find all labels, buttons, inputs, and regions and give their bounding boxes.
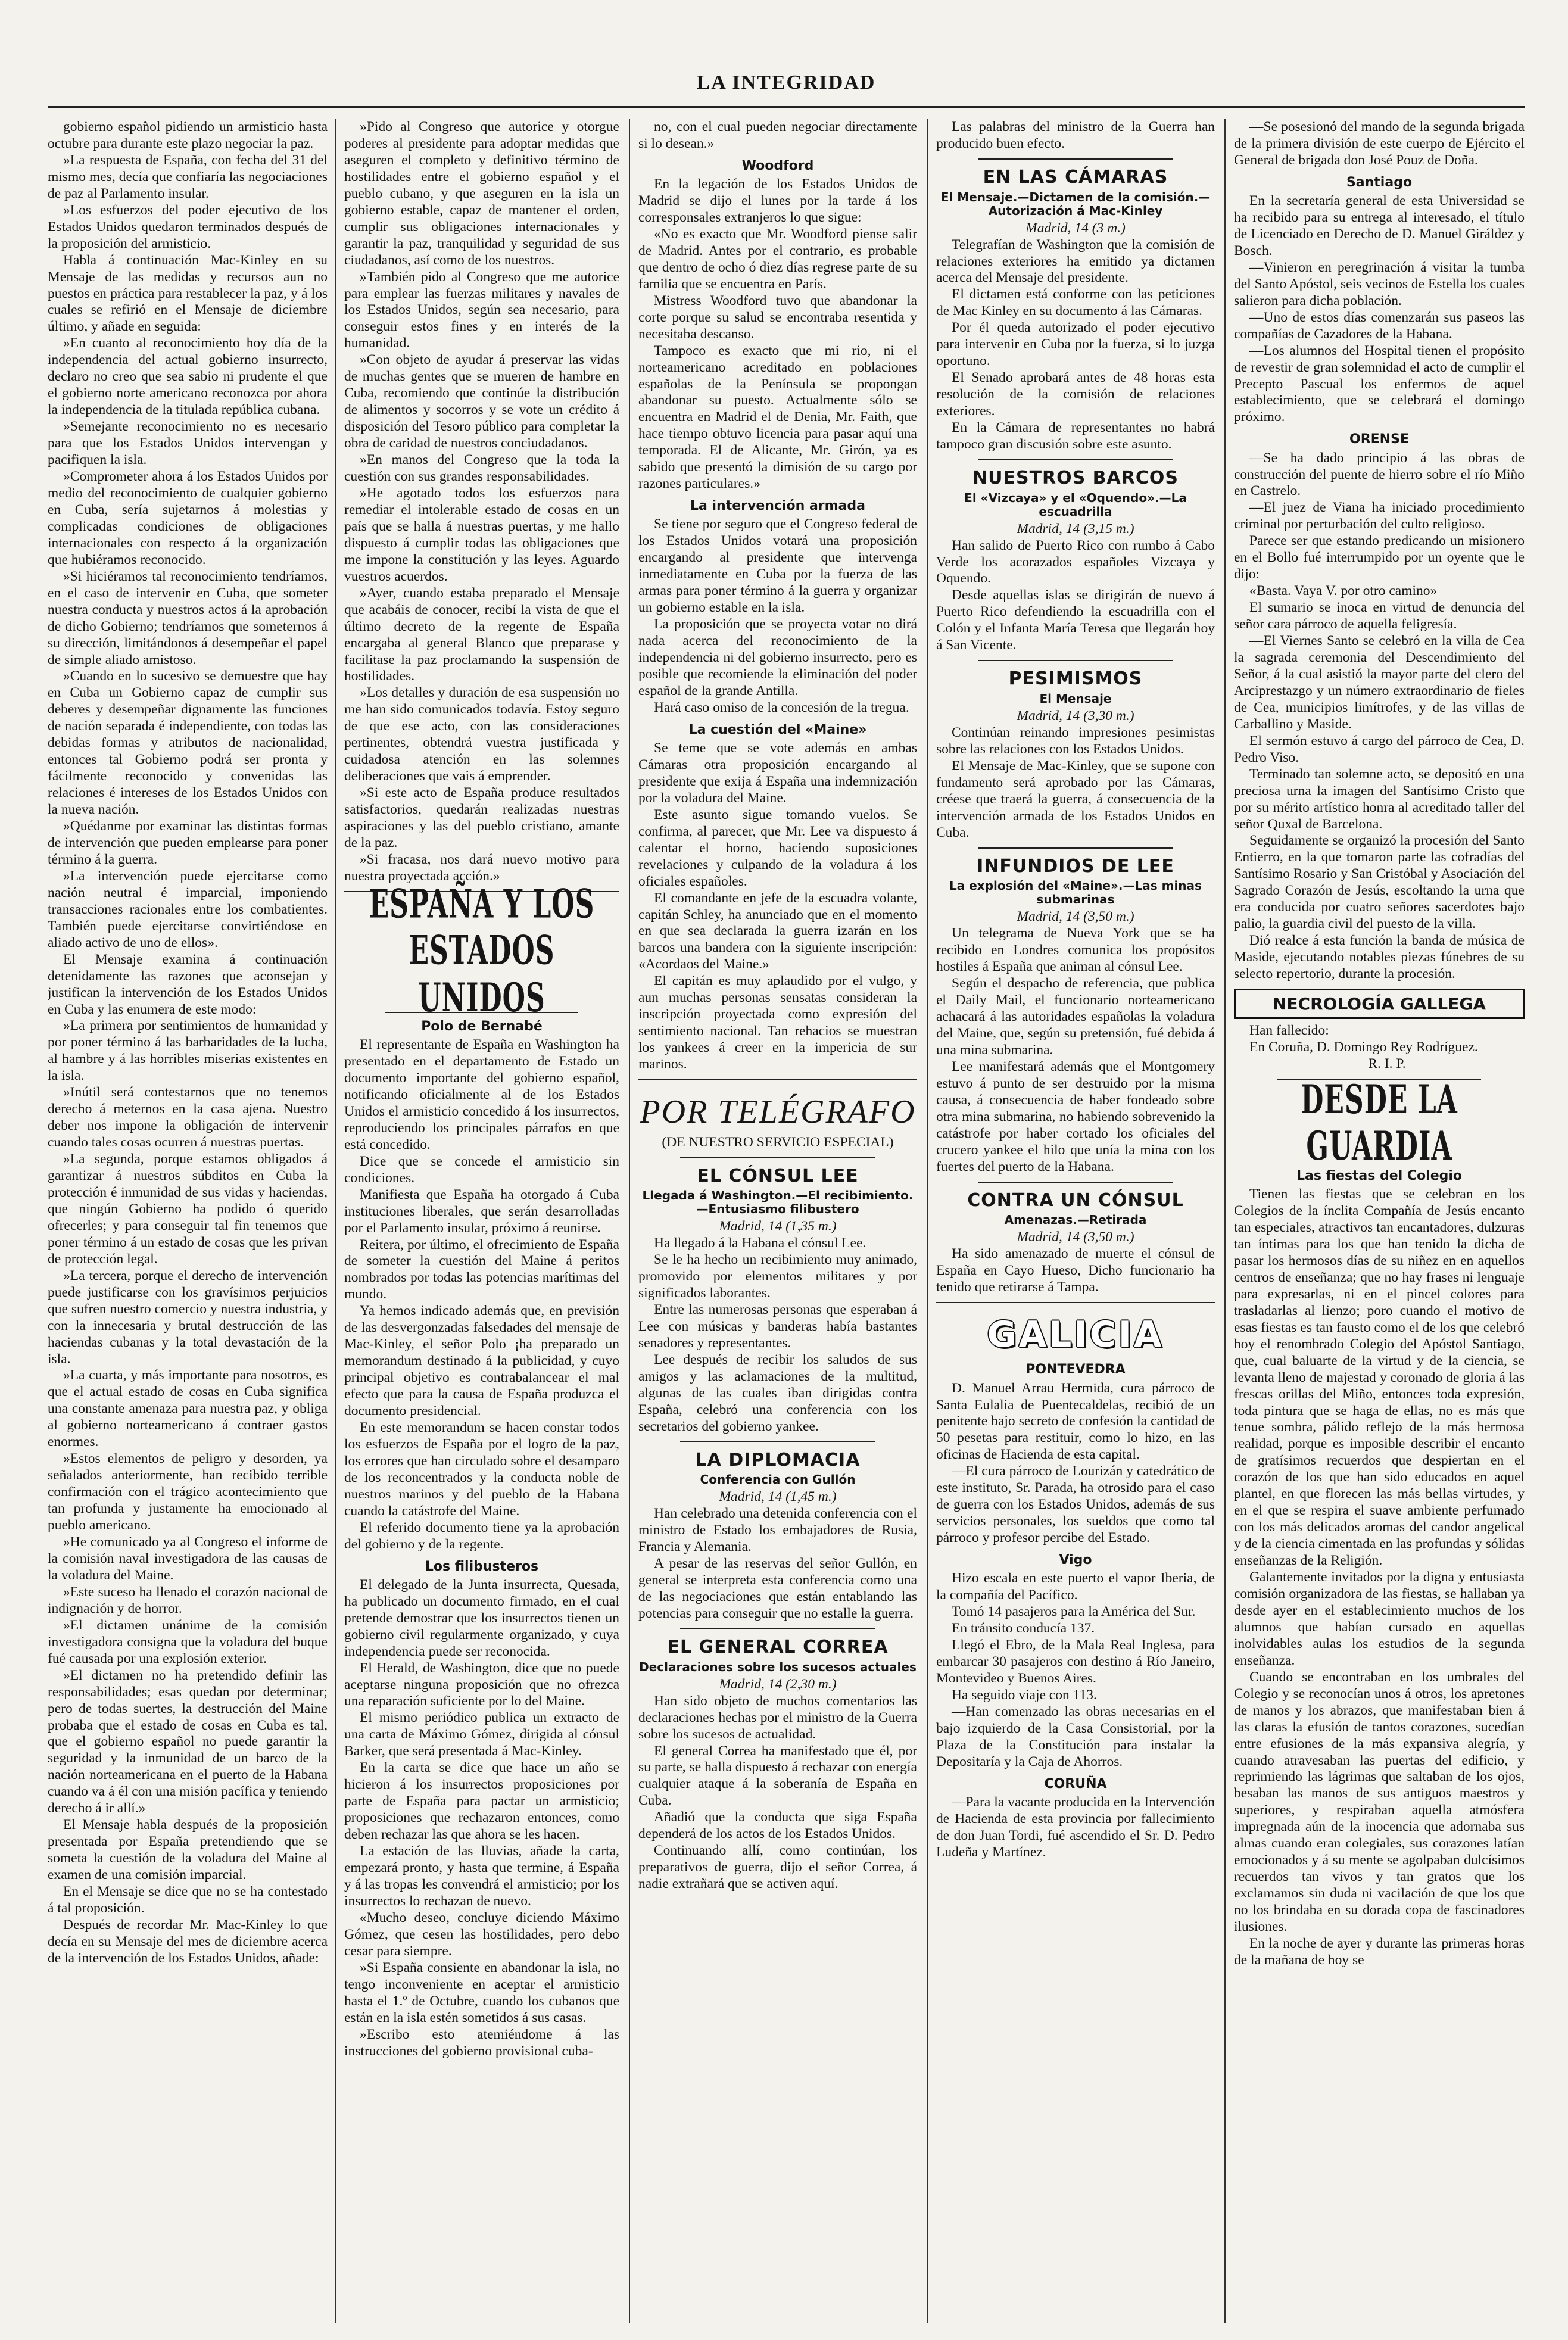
necrologia-intro: Han fallecido: [1249, 1023, 1329, 1039]
paragraph: Habla á continuación Mac-Kinley en su Mensaje de las medidas y recursos aun no puestos en práctica para restablecer la paz, y á los cuales se refirió en el Mensaje de diciembre último, y añade en seguida: [48, 252, 328, 335]
paragraph: »Los detalles y duración de esa suspensión no me han sido comunicados todavía. Estoy seguro de que ese acto, con las consideraciones pertinentes, obtendrá vuestra justificada y cuidadosa atención en las solemnes deliberaciones que vais á emprender. [344, 685, 619, 784]
paragraph: »El dictamen no ha pretendido definir las responsabilidades; esas quedan por determinar; pero de todas suertes, la destrucción del Maine probaba que el estado de cosas en Cuba es tal, que el gobierno español no puede garantir la seguridad y la inmunidad de un barco de la nación norteamericana en el puerto de la Habana cuando va á él con una misión pacífica y teniendo derecho á ir allí.» [48, 1667, 328, 1816]
section-divider [978, 660, 1173, 661]
subhead-filibusteros: Los filibusteros [425, 1559, 539, 1574]
paragraph: Llegó el Ebro, de la Mala Real Inglesa, para embarcar 30 pasajeros con destino á Río Janeiro, Montevideo y Buenos Aires. [936, 1637, 1215, 1686]
consul2-subhead: Amenazas.—Retirada [1004, 1213, 1147, 1227]
heading-general-correa: EL GENERAL CORREA [667, 1637, 889, 1657]
column-divider [335, 119, 336, 2323]
column-5 [1234, 119, 1525, 2323]
heading-contra-un-consul: CONTRA UN CÓNSUL [967, 1189, 1184, 1211]
rip-line: R. I. P. [1368, 1056, 1406, 1072]
section-divider [680, 1441, 875, 1442]
subhead-vigo: Vigo [1059, 1553, 1092, 1568]
paragraph: Continuando allí, como continúan, los preparativos de guerra, dijo el señor Correa, á nadie extrañará que se activen aquí. [638, 1843, 917, 1892]
paragraph: »He comunicado ya al Congreso el informe de la comisión naval investigadora de las causas de la voladura del Maine. [48, 1534, 328, 1583]
diplomacia-dateline: Madrid, 14 (1,45 m.) [719, 1489, 837, 1505]
paragraph: En la carta se dice que hace un año se hicieron á los insurrectos proposiciones por parte de España para pactar un armisticio; proposiciones que rechazaron entonces, como deben rechazar las que ahora se les hacen. [344, 1760, 619, 1843]
paragraph: La proposición que se proyecta votar no dirá nada acerca del reconocimiento de la independencia ni del gobierno insurrecto, pero es posible que recomiende la eliminación del poder español de la grande Antilla. [638, 616, 917, 699]
maine-body [638, 740, 917, 1073]
pesimismos-body [936, 725, 1215, 842]
infundios-dateline: Madrid, 14 (3,50 m.) [1017, 909, 1134, 925]
paragraph: »Comprometer ahora á los Estados Unidos por medio del reconocimiento de cualquier gobierno en Cuba, sería sujetarnos á molestias y complicadas condiciones de obligaciones internacionales con respecto á la organización que hubiéramos reconocido. [48, 469, 328, 568]
paragraph: El comandante en jefe de la escuadra volante, capitán Schley, ha anunciado que en el momento en que sea declarada la guerra izarán en los barcos una bandera con la siguiente inscripción: «Acordaos del Maine.» [638, 890, 917, 973]
section-divider [638, 1079, 917, 1080]
paragraph: »Estos elementos de peligro y desorden, ya señalados anteriormente, han recibido terrible confirmación con el trágico acontecimiento que tan profunda y justamente ha emocionado al pueblo americano. [48, 1451, 328, 1534]
paragraph: Seguidamente se organizó la procesión del Santo Entierro, en la que tomaron parte las cofradías del Santísimo Rosario y San Cristóbal y Asociación del Sagrado Corazón de Jesús, escoltando la urna que era conducida por cuatro señores sacerdotes bajo palio, la guardia civil del puesto de la villa. [1234, 833, 1525, 932]
paragraph: »Quédanme por examinar las distintas formas de intervención que pueden emplearse para poner término á la guerra. [48, 818, 328, 867]
paragraph: »Si fracasa, nos dará nuevo motivo para nuestra proyectada acción.» [344, 851, 619, 884]
infundios-subhead: La explosión del «Maine».—Las minas submarinas [949, 878, 1202, 907]
section-title-espana-estados-unidos: ESPAÑA Y LOS ESTADOS UNIDOS [369, 881, 595, 1021]
barcos-subhead: El «Vizcaya» y el «Oquendo».—La escuadrilla [964, 490, 1187, 519]
paragraph: En la secretaría general de esta Universidad se ha recibido para su entrega al interesado, el título de Licenciado en Derecho de D. Manuel Giráldez y Bosch. [1234, 193, 1525, 258]
paragraph: «Mucho deseo, concluye diciendo Máximo Gómez, que cesen las hostilidades, pero debo cesar para siempre. [344, 1909, 619, 1959]
paragraph: —El juez de Viana ha iniciado procedimiento criminal por perturbación del culto religioso. [1234, 500, 1525, 532]
subhead-fiestas-colegio: Las fiestas del Colegio [1296, 1168, 1463, 1183]
paragraph: Lee manifestará además que el Montgomery estuvo á punto de ser destruido por la misma causa, á consecuencia de haber fondeado sobre otra mina submarina, no habiendo sobrevenido la catástrofe por haber cortado los oficiales del crucero yankee el hilo que unía la mina con los fuertes del puerto de la Habana. [936, 1058, 1215, 1174]
subhead-woodford: Woodford [741, 158, 814, 173]
paragraph: En la noche de ayer y durante las primeras horas de la mañana de hoy se [1234, 1936, 1525, 1968]
paragraph: «Basta. Vaya V. por otro camino» [1249, 583, 1438, 599]
paragraph: »Si España consiente en abandonar la isla, no tengo inconveniente en aceptar el armisticio hasta el 1.º de Octubre, cuando los cubanos que están en la isla estén sometidos á sus casas. [344, 1959, 619, 2026]
paragraph: Continúan reinando impresiones pesimistas sobre las relaciones con los Estados Unidos. [936, 724, 1215, 757]
paragraph: Han salido de Puerto Rico con rumbo á Cabo Verde los acorazados españoles Vizcaya y Oquendo. [936, 537, 1215, 587]
filibusteros-body [344, 1577, 619, 2060]
diplomacia-body [638, 1506, 917, 1622]
section-divider [978, 1182, 1173, 1183]
paragraph: El sumario se inoca en virtud de denuncia del señor cara párroco de aquella feligresía. [1234, 600, 1525, 632]
paragraph: Tampoco es exacto que mi rio, ni el norteamericano acreditado en poblaciones españolas de la Península se propongan abandonar su puesto. Actualmente sólo se encuentra en Madrid el de Denia, Mr. Faith, que hace tiempo obtuvo licencia para pasar aquí una temporada. El de Alicante, Mr. Girón, ya es sabido que presentó la dimisión de su cargo por razones particulares.» [638, 342, 917, 492]
paragraph: Ya hemos indicado además que, en previsión de las desvergonzadas falsedades del mensaje de Mac-Kinley, el señor Polo ¡ha preparado un memorandum destinado á la publicidad, y cuyo principal objetivo es contrabalancear el mal efecto que para la causa de España produzca el documento presidencial. [344, 1303, 619, 1419]
paragraph: Las palabras del ministro de la Guerra han producido buen efecto. [936, 119, 1215, 151]
paragraph: Lee después de recibir los saludos de sus amigos y las aclamaciones de la multitud, algunas de las cuales iban dirigidas contra España, celebró una conferencia con los secretarios del gobierno yankee. [638, 1351, 917, 1434]
paragraph: Tomó 14 pasajeros para la América del Sur. [952, 1604, 1196, 1620]
paragraph: »Escribo esto atemiéndome á las instrucciones del gobierno provisional cuba- [344, 2026, 619, 2059]
column-3-intro [638, 119, 917, 152]
paragraph: El representante de España en Washington ha presentado en el departamento de Estado un documento importante del gobierno español, notificando oficialmente al de los Estados Unidos el armisticio concedido á los insurrectos, reproduciendo los principales párrafos en que está concedido. [344, 1037, 619, 1152]
camaras-body [936, 237, 1215, 453]
paragraph: El Mensaje examina á continuación detenidamente las razones que aconsejan y justifican la intervención de los Estados Unidos en Cuba y las enumera de este modo: [48, 951, 328, 1017]
paragraph: Desde aquellas islas se dirigirán de nuevo á Puerto Rico defendiendo la escuadrilla con el Colón y el Infanta María Teresa que llegarán hoy á San Vicente. [936, 587, 1215, 653]
section-divider [978, 459, 1173, 460]
heading-infundios-de-lee: INFUNDIOS DE LEE [977, 855, 1174, 877]
paragraph: El Senado aprobará antes de 48 horas esta resolución de la comisión de relaciones exteriores. [936, 370, 1215, 419]
paragraph: El Mensaje de Mac-Kinley, que se supone con fundamento será aprobado por las Cámaras, créese que traerá la guerra, á consecuencia de la intervención armada de los Estados Unidos en Cuba. [936, 758, 1215, 840]
pesimismos-dateline: Madrid, 14 (3,30 m.) [1017, 708, 1134, 724]
column-4-intro [936, 119, 1215, 152]
barcos-body [936, 538, 1215, 655]
paragraph: —Se posesionó del mando de la segunda brigada de la primera división de este cuerpo de Ejército el General de brigada don José Pouz de Doña. [1234, 119, 1525, 168]
consul-lee-dateline: Madrid, 14 (1,35 m.) [719, 1219, 837, 1235]
column-divider [927, 119, 928, 2323]
paragraph: Se tiene por seguro que el Congreso federal de los Estados Unidos votará una proposición encargando al presidente que intervenga inmediatamente en Cuba por la fuerza de las armas para poner término á la guerra y organizar un gobierno estable en la isla. [638, 516, 917, 616]
paragraph: En la legación de los Estados Unidos de Madrid se dijo el lunes por la tarde á los corresponsales extranjeros lo que sigue: [638, 176, 917, 225]
paragraph: »La intervención puede ejercitarse como nación neutral é imparcial, imponiendo transacciones racionales entre los combatientes. También puede ejercitarse convirtiéndose en aliado activo de uno de ellos». [48, 868, 328, 951]
paragraph: —Para la vacante producida en la Intervención de Hacienda de esta provincia por fallecimiento de don Juan Tordi, fué ascendido el Sr. D. Pedro Ludeña y Martínez. [936, 1794, 1215, 1860]
column-5-intro [1234, 119, 1525, 169]
heading-pesimismos: PESIMISMOS [1008, 668, 1143, 690]
paragraph: »El dictamen unánime de la comisión investigadora consigna que la voladura del buque fué causada por una explosión exterior. [48, 1617, 328, 1666]
armada-body [638, 516, 917, 716]
paragraph: El Herald, de Washington, dice que no puede aceptarse ninguna proposición que no ofrezca una reparación suficiente por lo del Maine. [344, 1660, 619, 1709]
telegrafo-subtitle: (DE NUESTRO SERVICIO ESPECIAL) [662, 1134, 894, 1150]
paragraph: Después de recordar Mr. Mac-Kinley lo que decía en su Mensaje del mes de diciembre acerca de la intervención de los Estados Unidos, añade: [48, 1917, 328, 1966]
paragraph: »Si hiciéramos tal reconocimiento tendríamos, en el caso de intervenir en Cuba, que someter nuestra conducta y nuestros actos á la aprobación de dicho Gobierno; tendríamos que someternos á su dirección, limitándonos á desempeñar el papel de simple aliado amistoso. [48, 568, 328, 668]
paragraph: Hizo escala en este puerto el vapor Iberia, de la compañía del Pacífico. [936, 1571, 1215, 1603]
barcos-dateline: Madrid, 14 (3,15 m.) [1017, 521, 1134, 537]
column-divider [629, 119, 630, 2323]
paragraph: »Pido al Congreso que autorice y otorgue poderes al presidente para adoptar medidas que aseguren el completo y definitivo término de hostilidades entre el gobierno español y el pueblo cubano, y que aseguren en la isla un gobierno estable, capaz de mantener el orden, cumplir sus obligaciones internacionales y garantir la paz, tranquilidad y seguridad de sus ciudadanos, así como de los nuestros. [344, 119, 619, 268]
pontevedra-body [936, 1381, 1215, 1547]
orense-body [1234, 450, 1525, 983]
consul-lee-subhead: Llegada á Washington.—El recibimiento.—Entusiasmo filibustero [642, 1188, 914, 1217]
section-title-necrologia: NECROLOGÍA GALLEGA [1234, 989, 1525, 1019]
subhead-pontevedra: PONTEVEDRA [1025, 1362, 1126, 1378]
camaras-subhead: El Mensaje.—Dictamen de la comisión.—Autorización á Mac-Kinley [940, 189, 1211, 218]
paragraph: El dictamen está conforme con las peticiones de Mac Kinley en su documento á las Cámaras. [936, 286, 1215, 319]
section-divider [680, 1628, 875, 1629]
diplomacia-subhead: Conferencia con Gullón [700, 1472, 856, 1487]
subhead-polo-de-bernabe: Polo de Bernabé [421, 1018, 543, 1034]
paragraph: Ha llegado á la Habana el cónsul Lee. [654, 1235, 866, 1251]
section-divider [680, 1157, 875, 1158]
paragraph: Dice que se concede el armisticio sin condiciones. [344, 1153, 619, 1186]
heading-diplomacia: LA DIPLOMACIA [695, 1449, 861, 1470]
column-4 [936, 119, 1215, 2323]
coruna-body [936, 1794, 1215, 1861]
santiago-body [1234, 193, 1525, 426]
paragraph: »La tercera, porque el derecho de intervención puede justificarse con los gravísimos perjuicios que sufren nuestro comercio y nuestra industria, y con la innecesaria y brutal destrucción de las haciendas cubanas y la total devastación de la isla. [48, 1267, 328, 1367]
consul2-body [936, 1246, 1215, 1296]
section-divider [978, 158, 1173, 160]
paragraph: »En manos del Congreso que la toda la cuestión con sus grandes responsabilidades. [344, 452, 619, 485]
paragraph: El general Correa ha manifestado que él, por su parte, se halla dispuesto á rechazar con energía cualquier ataque á la soberanía de España en Cuba. [638, 1743, 917, 1809]
subhead-cuestion-maine: La cuestión del «Maine» [688, 722, 867, 737]
paragraph: El Mensaje habla después de la proposición presentada por España pretendiendo que se someta la cuestión de la voladura del Maine al examen de una comisión imparcial. [48, 1817, 328, 1883]
subhead-orense: ORENSE [1349, 432, 1409, 447]
paragraph: Terminado tan solemne acto, se depositó en una preciosa urna la imagen del Santísimo Cristo que por su mérito artístico honra al acreditado taller del señor Quxal de Barcelona. [1234, 766, 1525, 832]
paragraph: »La segunda, porque estamos obligados á garantizar á nuestros súbditos en Cuba la protección é inmunidad de sus vidas y haciendas, que ningún Gobierno ha podido ó querido ofrecerles; y para conseguir tal fin tenemos que poner término á un estado de cosas que les privan de protección legal. [48, 1151, 328, 1267]
guardia-body [1234, 1186, 1525, 1969]
paragraph: El mismo periódico publica un extracto de una carta de Máximo Gómez, dirigida al cónsul Barker, que será presentada á Mac-Kinley. [344, 1710, 619, 1759]
paragraph: Ha seguido viaje con 113. [952, 1687, 1097, 1703]
paragraph: »Inútil será contestarnos que no tenemos derecho á meternos en la casa ajena. Nuestro deber nos impone la obligación de intervenir cuando tales cosas ocurren á nuestras puertas. [48, 1085, 328, 1151]
column-1 [48, 119, 328, 2323]
paragraph: La estación de las lluvias, añade la carta, empezará pronto, y hasta que termine, á España y á las tropas les convendrá el armisticio; por los insurrectos lo rechazan de nuevo. [344, 1843, 619, 1909]
correa-subhead: Declaraciones sobre los sucesos actuales [639, 1659, 917, 1674]
paragraph: no, con el cual pueden negociar directamente si lo desean.» [638, 119, 917, 151]
paragraph: »Con objeto de ayudar á preservar las vidas de muchas gentes que se mueren de hambre en Cuba, recomiendo que continúe la distribución de alimentos y socorros y se vote un crédito á disposición del Tesoro público para completar la obra de caridad de nuestros conciudadanos. [344, 352, 619, 451]
section-title-por-telegrafo: POR TELÉGRAFO [640, 1093, 916, 1131]
paragraph: Cuando se encontraban en los umbrales del Colegio y se reconocían unos á otros, los apretones de manos y los abrazos, que manifestaban bien á las claras la efusión de tantos corazones, sucedían entre efusiones de la más expansiva alegría, y cuando atravesaban las puertas del edificio, y reprimiendo las lágrimas que saltaban de los ojos, besaban las manos de sus antiguos maestros y superiores, y respiraban aquella atmósfera impregnada aún de la inocencia que adornaba sus almas cuando eran colegiales, sus corazones latían emocionados y á su mente se agolpaban dulcísimos recuerdos tan vivos y tan gratos que los exclamamos sin duda ni vacilación de que los que no los brindaba en su dorada copa de fascinadores ilusiones. [1234, 1669, 1525, 1935]
paragraph: Parece ser que estando predicando un misionero en el Bollo fué interrumpido por un oyente que le dijo: [1234, 533, 1525, 582]
paragraph: Dió realce á esta función la banda de música de Maside, ejecutando notables piezas fúnebres de su selecto repertorio, durante la procesión. [1234, 933, 1525, 982]
necrologia-item: En Coruña, D. Domingo Rey Rodríguez. [1249, 1039, 1478, 1055]
column-3 [638, 119, 917, 2323]
camaras-dateline: Madrid, 14 (3 m.) [1025, 220, 1126, 236]
paragraph: —Se ha dado principio á las obras de construcción del puente de hierro sobre el río Miño en Castrelo. [1234, 450, 1525, 499]
paragraph: Hará caso omiso de la concesión de la tregua. [654, 699, 909, 715]
infundios-body [936, 926, 1215, 1175]
paragraph: Añadió que la conducta que siga España dependerá de los actos de los Estados Unidos. [638, 1809, 917, 1842]
paragraph: El referido documento tiene ya la aprobación del gobierno y de la regente. [344, 1519, 619, 1552]
paragraph: Reitera, por último, el ofrecimiento de España de someter la cuestión del Maine á peritos nombrados por todas las potencias marítimas del mundo. [344, 1236, 619, 1303]
paragraph: El capitán es muy aplaudido por el vulgo, y aun muchas personas sensatas consideran la inscripción proyectada como expresión del sentimiento nacional. Tan rehacios se muestran los yankees á creer en la impericia de sur marinos. [638, 973, 917, 1073]
paragraph: El sermón estuvo á cargo del párroco de Cea, D. Pedro Viso. [1234, 733, 1525, 765]
paragraph: Entre las numerosas personas que esperaban á Lee con músicas y banderas había bastantes senadores y representantes. [638, 1302, 917, 1351]
paragraph: »Los esfuerzos del poder ejecutivo de los Estados Unidos quedaron terminados después de la proposición del armisticio. [48, 202, 328, 251]
paragraph: »La cuarta, y más importante para nosotros, es que el actual estado de cosas en Cuba significa una constante amenaza para nuestra paz, y obliga al gobierno norteamericano á contraer gastos enormes. [48, 1367, 328, 1450]
column-divider [1224, 119, 1226, 2323]
paragraph: Este asunto sigue tomando vuelos. Se confirma, al parecer, que Mr. Lee va dispuesto á calentar el horno, haciendo suposiciones revelaciones y culpando de la voladura á los oficiales españoles. [638, 806, 917, 889]
paragraph: »También pido al Congreso que me autorice para emplear las fuerzas militares y navales de los Estados Unidos, según sea necesario, para conseguir estos fines y en interés de la humanidad. [344, 269, 619, 351]
subhead-santiago: Santiago [1346, 175, 1413, 190]
section-divider [936, 1302, 1215, 1303]
paragraph: —El Viernes Santo se celebró en la villa de Cea la sagrada ceremonia del Descendimiento del Señor, á la cual asistió la mayor parte del clero del Arciprestazgo y un número extraordinario de fieles de Cea, municipios limítrofes, y de las villas de Carballino y Maside. [1234, 633, 1525, 732]
paragraph: —Han comenzado las obras necesarias en el bajo izquierdo de la Casa Consistorial, por la Plaza de la Constitución para instalar la Depositaría y la Caja de Ahorros. [936, 1703, 1215, 1769]
paragraph: Según el despacho de referencia, que publica el Daily Mail, el funcionario norteamericano achacará á las autoridades españolas la voladura del Maine, que, según su pretensión, fué debida á una mina submarina. [936, 976, 1215, 1058]
paragraph: Telegrafían de Washington que la comisión de relaciones exteriores ha emitido ya dictamen acerca del Mensaje del presidente. [936, 236, 1215, 286]
paragraph: Galantemente invitados por la digna y entusiasta comisión organizadora de las fiestas, se hallaban ya desde ayer en el establecimiento muchos de los alumnos que habían cursado en aquellas inolvidables aulas los estudios de la segunda enseñanza. [1234, 1569, 1525, 1668]
heading-en-las-camaras: EN LAS CÁMARAS [983, 166, 1168, 188]
correa-dateline: Madrid, 14 (2,30 m.) [719, 1676, 837, 1692]
paragraph: »En cuanto al reconocimiento hoy día de la independencia del actual gobierno insurrecto, declaro no creo que sea sabio ni prudente el que el gobierno norte americano reconozca por ahora la independencia de la titulada república cubana. [48, 335, 328, 418]
paragraph: —Uno de estos días comenzarán sus paseos las compañías de Cazadores de la Habana. [1234, 309, 1525, 342]
heading-consul-lee: EL CÓNSUL LEE [697, 1165, 859, 1186]
column-2 [344, 119, 619, 2323]
subhead-intervencion-armada: La intervención armada [690, 498, 865, 514]
paragraph: En la Cámara de representantes no habrá tampoco gran discusión sobre este asunto. [936, 420, 1215, 452]
paragraph: —El cura párroco de Lourizán y catedrático de este instituto, Sr. Parada, ha otrosido para el caso de guerra con los Estados Unidos, además de sus servicios personales, los sueldos que como tal párroco y profesor percibe del Estado. [936, 1463, 1215, 1546]
section-title-desde-la-guardia: DESDE LA GUARDIA [1301, 1077, 1458, 1170]
paragraph: Tienen las fiestas que se celebran en los Colegios de la ínclita Compañía de Jesús encanto tan especiales, atractivos tan encantadores, dulzuras tan íntimas para los que han tenido la dicha de pasar los hermosos días de su niñez en en aquellos centros de enseñanza; que no hay frases ni lenguaje para expresarlas, ni en el pincel colores para trasladarlas al lienzo; poro cuando el motivo de esas fiestas es tan fausto como el de los que celebró hoy el renombrado Colegio del Apóstol Santiago, que, cual baluarte de la virtud y de la ciencia, se levanta lleno de majestad y coronado de gloria á las frescas orillas del Miño, entonces toda expresión, toda pintura que se haga de ellas, no es más que tenue sombra, pálido reflejo de la más hermosa realidad, porque es imposible describir el encanto de gratísimos recuerdos que despiertan en el corazón de los que han sido educados en aquel plantel, en que florecen las más bellas virtudes, y en el que se respira el suave ambiente perfumado con los más delicados aromas del candor angelical y de la ciencia cimentada en las profundas y sólidas enseñanzas de la Religión. [1234, 1186, 1525, 1569]
paragraph: »He agotado todos los esfuerzos para remediar el intolerable estado de cosas en un país que se halla á nuestras puertas, y me hallo dispuesto á cumplir todas las obligaciones que me impone la constitución y las leyes. Aguardo vuestros acuerdos. [344, 485, 619, 584]
paragraph: «No es exacto que Mr. Woodford piense salir de Madrid. Antes por el contrario, es probable que dentro de ocho ó diez días regrese parte de su familia que se encuentra en París. [638, 226, 917, 292]
paragraph: —Vinieron en peregrinación á visitar la tumba del Santo Apóstol, seis vecinos de Estella los cuales salieron para dicha población. [1234, 259, 1525, 309]
section-divider [978, 847, 1173, 849]
paragraph: —Los alumnos del Hospital tienen el propósito de revestir de gran solemnidad el acto de cumplir el Precepto Pascual los enfermos de aquel establecimiento, que se celebrará el domingo próximo. [1234, 342, 1525, 425]
paragraph: Han sido objeto de muchos comentarios las declaraciones hechas por el ministro de la Guerra sobre los sucesos de actualidad. [638, 1693, 917, 1742]
masthead: LA INTEGRIDAD [696, 71, 876, 94]
paragraph: Ha sido amenazado de muerte el cónsul de España en Cayo Hueso, Dicho funcionario ha tenido que retirarse á Tampa. [936, 1246, 1215, 1295]
paragraph: Se le ha hecho un recibimiento muy animado, promovido por elementos militares y por significados laborantes. [638, 1252, 917, 1301]
paragraph: D. Manuel Arrau Hermida, cura párroco de Santa Eulalia de Puentecaldelas, recibió de un penitente bajo secreto de confesión la cantidad de 50 pesetas para restituir, como lo hizo, en las oficinas de Hacienda de esta capital. [936, 1380, 1215, 1463]
paragraph: »La primera por sentimientos de humanidad y por poner término á las barbaridades de la lucha, al hambre y á las horribles miserias existentes en la isla. [48, 1018, 328, 1084]
paragraph: Un telegrama de Nueva York que se ha recibido en Londres comunica los propósitos hostiles á España que animan al cónsul Lee. [936, 926, 1215, 975]
paragraph: »Este suceso ha llenado el corazón nacional de indignación y de horror. [48, 1584, 328, 1616]
correa-body [638, 1693, 917, 1893]
paragraph: »Si este acto de España produce resultados satisfactorios, quedarán realizadas nuestras aspiraciones y las del pueblo cristiano, amante de la paz. [344, 785, 619, 850]
paragraph: »Semejante reconocimiento no es necesario para que los Estados Unidos intervengan y pacifiquen la isla. [48, 419, 328, 468]
top-rule [48, 106, 1525, 108]
polo-body [344, 1037, 619, 1553]
paragraph: »Cuando en lo sucesivo se demuestre que hay en Cuba un Gobierno capaz de cumplir sus deberes y desempeñar dignamente las funciones de nación separada é independiente, con todas las debidas formas y atributos de nacionalidad, entonces tal Gobierno podrá ser pronta y fácilmente reconocido y convenidas las relaciones é intereses de los Estados Unidos con la nueva nación. [48, 668, 328, 818]
paragraph: »La respuesta de España, con fecha del 31 del mismo mes, decía que confiaría las negociaciones de paz al Parlamento insular. [48, 152, 328, 201]
vigo-body [936, 1571, 1215, 1770]
paragraph: Manifiesta que España ha otorgado á Cuba instituciones liberales, que serán desarrolladas por el Parlamento insular, próximo á reunirse. [344, 1186, 619, 1236]
paragraph: En este memorandum se hacen constar todos los esfuerzos de España por el logro de la paz, los errores que han circulado sobre el desamparo de los reconcentrados y la conducta noble de nuestros marinos y del pueblo de la Habana cuando la catástrofe del Maine. [344, 1420, 619, 1519]
paragraph: Se teme que se vote además en ambas Cámaras otra proposición encargando al presidente que exija á España una indemnización por la voladura del Maine. [638, 740, 917, 806]
heading-nuestros-barcos: NUESTROS BARCOS [972, 467, 1179, 488]
pesimismos-subhead: El Mensaje [1039, 691, 1112, 706]
paragraph: Han celebrado una detenida conferencia con el ministro de Estado los embajadores de Rusia, Francia y Alemania. [638, 1506, 917, 1555]
paragraph: gobierno español pidiendo un armisticio hasta octubre para durante este plazo negociar la paz. [48, 119, 328, 151]
paragraph: »Ayer, cuando estaba preparado el Mensaje que acabáis de conocer, recibí la vista de que el último decreto de la regente de España encargaba al general Blanco que preparase y facilitase la paz proclamando la suspensión de hostilidades. [344, 585, 619, 684]
section-title-galicia: GALICIA [987, 1314, 1164, 1356]
consul2-dateline: Madrid, 14 (3,50 m.) [1017, 1229, 1134, 1245]
consul-lee-body [638, 1235, 917, 1435]
paragraph: El delegado de la Junta insurrecta, Quesada, ha publicado un documento firmado, en el cual pretende demostrar que los insurrectos tienen un gobierno civil regularmente organizado, y cuya independencia puede ser reconocida. [344, 1576, 619, 1659]
column-2-intro [344, 119, 619, 885]
paragraph: En tránsito conducía 137. [952, 1621, 1095, 1637]
paragraph: Por él queda autorizado el poder ejecutivo para intervenir en Cuba por la fuerza, si lo juzga oportuno. [936, 320, 1215, 369]
paragraph: En el Mensaje se dice que no se ha contestado á tal proposición. [48, 1884, 328, 1916]
paragraph: Mistress Woodford tuvo que abandonar la corte porque su salud se encontraba resentida y necesitaba descanso. [638, 292, 917, 342]
woodford-body [638, 176, 917, 493]
paragraph: A pesar de las reservas del señor Gullón, en general se interpreta esta conferencia como una de las negociaciones que están entablando las potencias para conseguir que no estalle la guerra. [638, 1556, 917, 1622]
subhead-coruna: CORUÑA [1044, 1776, 1107, 1791]
